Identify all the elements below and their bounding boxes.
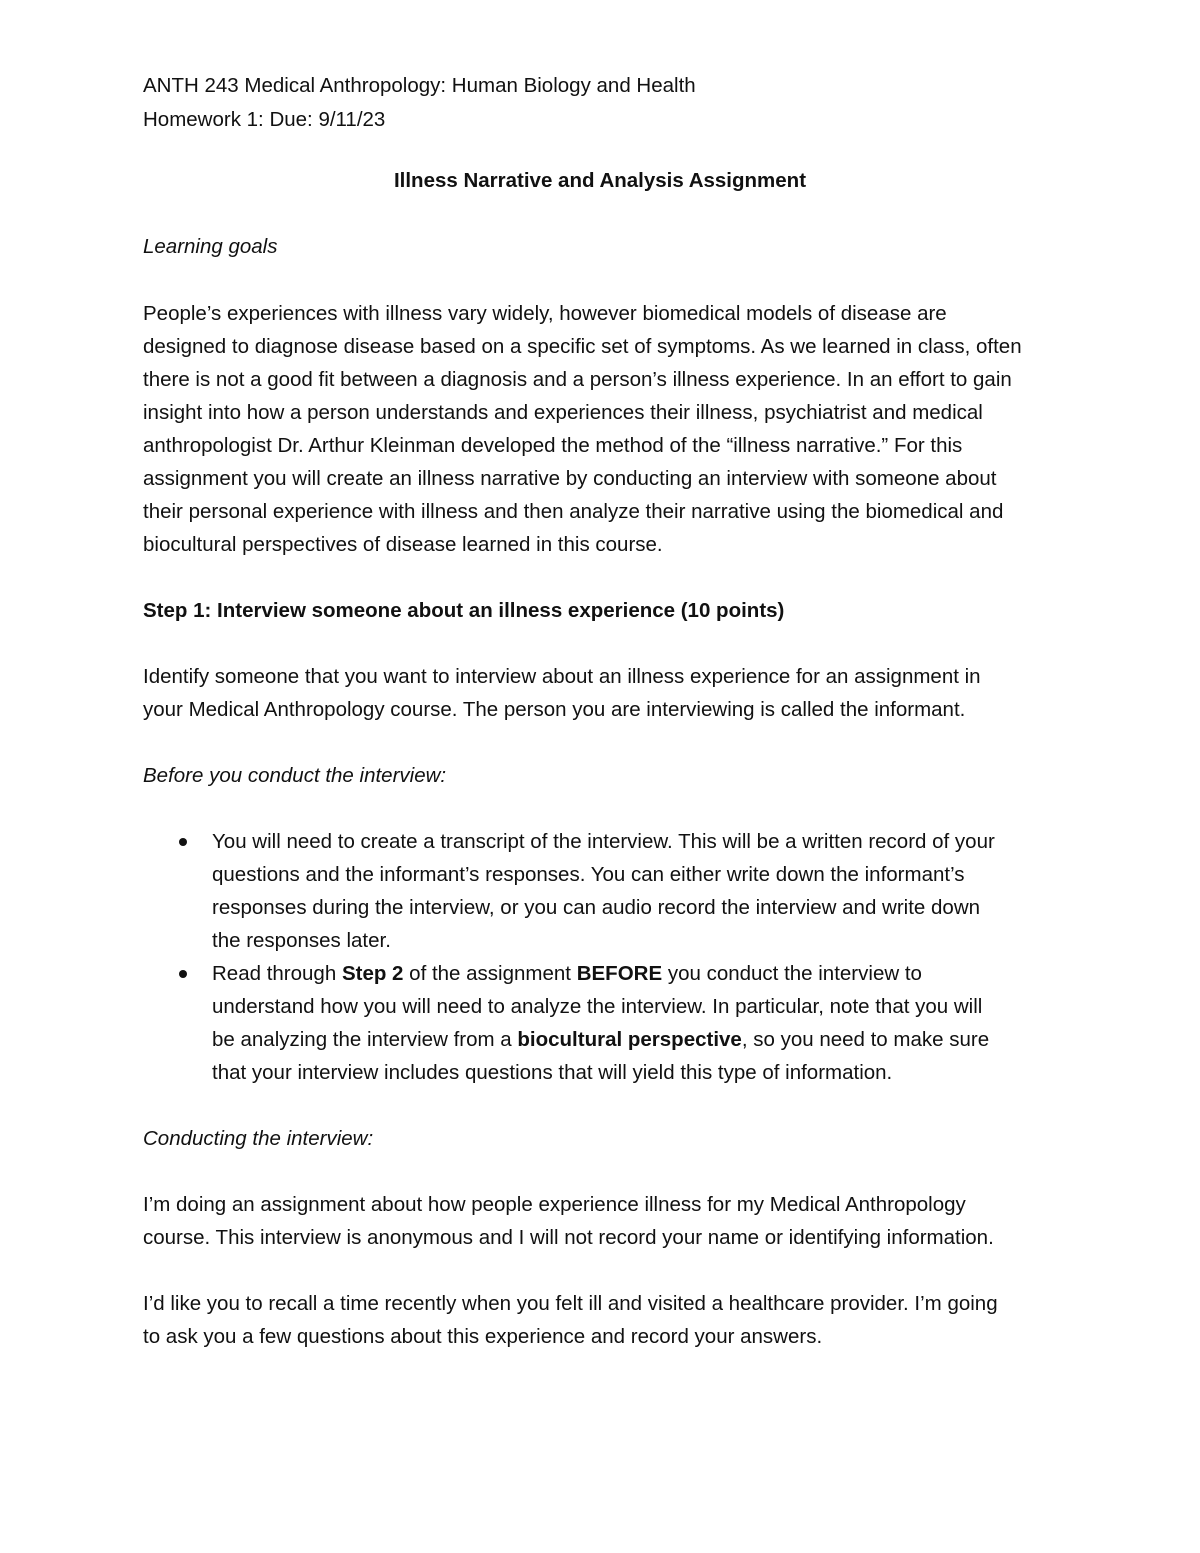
paragraph-line: biocultural perspectives of disease learned in this course. <box>143 533 663 556</box>
paragraph-line: assignment you will create an illness narrative by conducting an interview with someone about <box>143 467 997 490</box>
before-interview-heading: Before you conduct the interview: <box>143 764 447 787</box>
list-line: understand how you will need to analyze the interview. In particular, note that you will <box>212 995 983 1018</box>
list-line: questions and the informant’s responses. You can either write down the informant’s <box>212 863 965 886</box>
text-run-bold: biocultural perspective <box>517 1028 742 1051</box>
homework-due: Homework 1: Due: 9/11/23 <box>143 108 386 131</box>
conducting-paragraph-2 <box>143 1287 1063 1353</box>
list-item <box>143 957 1063 1089</box>
text-run-bold: Step 2 <box>341 962 404 985</box>
assignment-title: Illness Narrative and Analysis Assignment <box>393 169 807 192</box>
paragraph-line: People’s experiences with illness vary widely, however biomedical models of disease are <box>143 302 947 325</box>
text-run: Read through <box>212 962 342 985</box>
paragraph-line: insight into how a person understands and experiences their illness, psychiatrist and medical <box>143 401 983 424</box>
list-line <box>212 1023 1063 1056</box>
paragraph-line: there is not a good fit between a diagnosis and a person’s illness experience. In an effort to gain <box>143 368 1012 391</box>
list-line: responses during the interview, or you can audio record the interview and write down <box>212 896 981 919</box>
paragraph-line: to ask you a few questions about this experience and record your answers. <box>143 1325 823 1348</box>
paragraph-line: I’m doing an assignment about how people experience illness for my Medical Anthropology <box>143 1193 966 1216</box>
conducting-paragraph-1 <box>143 1188 1063 1254</box>
paragraph-line: I’d like you to recall a time recently when you felt ill and visited a healthcare provider. I’m going <box>143 1292 998 1315</box>
before-interview-list <box>143 825 1063 1089</box>
learning-goals-paragraph <box>143 297 1063 561</box>
paragraph-line: Identify someone that you want to interview about an illness experience for an assignment in <box>143 665 981 688</box>
paragraph-line: course. This interview is anonymous and I will not record your name or identifying information. <box>143 1226 994 1249</box>
step1-paragraph <box>143 660 1063 726</box>
conducting-heading: Conducting the interview: <box>143 1127 374 1150</box>
step1-heading: Step 1: Interview someone about an illness experience (10 points) <box>143 599 785 622</box>
text-run: , so you need to make sure <box>741 1028 990 1051</box>
text-run: be analyzing the interview from a <box>212 1028 518 1051</box>
paragraph-line: your Medical Anthropology course. The person you are interviewing is called the informant. <box>143 698 966 721</box>
bullet-icon <box>179 838 187 846</box>
text-run-bold: BEFORE <box>576 962 663 985</box>
list-line: You will need to create a transcript of the interview. This will be a written record of your <box>212 830 995 853</box>
list-line: the responses later. <box>212 929 391 952</box>
list-line <box>212 957 1063 990</box>
list-line: that your interview includes questions that will yield this type of information. <box>212 1061 893 1084</box>
learning-goals-heading: Learning goals <box>143 235 278 258</box>
paragraph-line: designed to diagnose disease based on a specific set of symptoms. As we learned in class, often <box>143 335 1022 358</box>
course-title: ANTH 243 Medical Anthropology: Human Biology and Health <box>143 74 696 97</box>
paragraph-line: their personal experience with illness and then analyze their narrative using the biomedical and <box>143 500 1004 523</box>
text-run: you conduct the interview to <box>662 962 922 985</box>
text-run: of the assignment <box>403 962 577 985</box>
paragraph-line: anthropologist Dr. Arthur Kleinman developed the method of the “illness narrative.” For this <box>143 434 963 457</box>
list-item <box>143 825 1063 957</box>
bullet-icon <box>179 970 187 978</box>
